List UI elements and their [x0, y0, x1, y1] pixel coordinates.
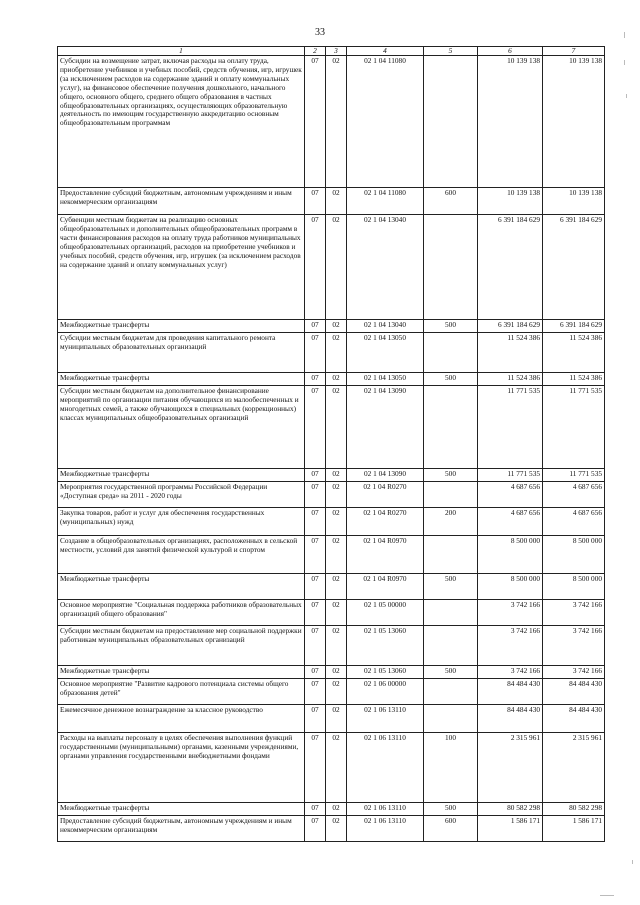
scan-mark: [632, 860, 633, 864]
table-row: [58, 215, 605, 320]
amount-total: 8 500 000: [543, 536, 605, 574]
expense-name: Межбюджетные трансферты: [58, 803, 305, 816]
amount-total: 80 582 298: [543, 803, 605, 816]
table-row: [58, 508, 605, 536]
expense-name: Субсидии на возмещение затрат, включая расходы на оплату труда, приобретение учебников и учебных пособий, средств обучения, игр, игрушек (за исключением расходов на содержание зданий и оплату коммунальных услуг), на финансовое обеспечение получения дошкольного, начального общего, основного общего, среднего общего образования в частных общеобразовательных организациях, осуществляющих образовательную деятельность по имеющим государственную аккредитацию основным общеобразовательным программам: [58, 56, 305, 188]
expense-name: Ежемесячное денежное вознаграждение за классное руководство: [58, 705, 305, 733]
section-code: 07: [305, 666, 326, 679]
amount-total: 11 771 535: [543, 469, 605, 482]
target-article-code: 02 1 05 00000: [347, 600, 424, 626]
amount-approved: 10 139 138: [478, 56, 543, 188]
table-row: [58, 536, 605, 574]
amount-approved: 4 687 656: [478, 482, 543, 508]
expense-name: Субсидии местным бюджетам на дополнительное финансирование мероприятий по организации питания обучающихся из малообеспеченных и многодетных семей, а также обучающихся в специальных (коррекционных) классах муниципальных общеобразовательных организаций: [58, 386, 305, 469]
amount-total: 10 139 138: [543, 56, 605, 188]
expense-type-code: [424, 333, 478, 373]
scan-mark: [624, 60, 625, 65]
amount-approved: 10 139 138: [478, 188, 543, 215]
table-row: [58, 482, 605, 508]
amount-approved: 6 391 184 629: [478, 215, 543, 320]
amount-total: 10 139 138: [543, 188, 605, 215]
amount-total: 1 586 171: [543, 816, 605, 842]
column-header: 6: [478, 47, 543, 56]
amount-approved: 11 771 535: [478, 386, 543, 469]
amount-total: 6 391 184 629: [543, 320, 605, 333]
amount-approved: 2 315 961: [478, 733, 543, 803]
amount-approved: 84 484 430: [478, 679, 543, 705]
table-row: [58, 626, 605, 666]
amount-total: 4 687 656: [543, 508, 605, 536]
target-article-code: 02 1 04 13050: [347, 373, 424, 386]
subsection-code: 02: [326, 574, 347, 600]
amount-approved: 3 742 166: [478, 626, 543, 666]
subsection-code: 02: [326, 816, 347, 842]
target-article-code: 02 1 06 13110: [347, 705, 424, 733]
subsection-code: 02: [326, 333, 347, 373]
expense-type-code: [424, 56, 478, 188]
amount-approved: 11 524 386: [478, 373, 543, 386]
expense-type-code: [424, 600, 478, 626]
amount-total: 6 391 184 629: [543, 215, 605, 320]
expense-name: Субсидии местным бюджетам для проведения капитального ремонта муниципальных образовательных организаций: [58, 333, 305, 373]
subsection-code: 02: [326, 600, 347, 626]
target-article-code: 02 1 05 13060: [347, 666, 424, 679]
target-article-code: 02 1 04 R0270: [347, 482, 424, 508]
target-article-code: 02 1 04 11080: [347, 188, 424, 215]
expense-name: Субсидии местным бюджетам на предоставление мер социальной поддержки работникам муниципальных образовательных организаций: [58, 626, 305, 666]
column-header: 7: [543, 47, 605, 56]
amount-total: 11 524 386: [543, 373, 605, 386]
target-article-code: 02 1 06 00000: [347, 679, 424, 705]
amount-approved: 11 771 535: [478, 469, 543, 482]
expense-type-code: [424, 386, 478, 469]
section-code: 07: [305, 679, 326, 705]
subsection-code: 02: [326, 626, 347, 666]
subsection-code: 02: [326, 56, 347, 188]
section-code: 07: [305, 56, 326, 188]
section-code: 07: [305, 320, 326, 333]
table-row: [58, 679, 605, 705]
target-article-code: 02 1 04 13090: [347, 469, 424, 482]
amount-approved: 8 500 000: [478, 536, 543, 574]
section-code: 07: [305, 508, 326, 536]
subsection-code: 02: [326, 666, 347, 679]
expense-name: Создание в общеобразовательных организациях, расположенных в сельской местности, условий для занятий физической культурой и спортом: [58, 536, 305, 574]
scan-mark: [600, 895, 614, 896]
amount-total: 8 500 000: [543, 574, 605, 600]
expense-type-code: 500: [424, 469, 478, 482]
column-header: 2: [305, 47, 326, 56]
table-row: [58, 733, 605, 803]
amount-approved: 1 586 171: [478, 816, 543, 842]
expense-name: Межбюджетные трансферты: [58, 469, 305, 482]
expense-type-code: [424, 482, 478, 508]
expense-name: Предоставление субсидий бюджетным, автономным учреждениям и иным некоммерческим организациям: [58, 188, 305, 215]
expense-name: Межбюджетные трансферты: [58, 373, 305, 386]
table-row: [58, 56, 605, 188]
table-row: [58, 333, 605, 373]
expense-type-code: 600: [424, 816, 478, 842]
section-code: 07: [305, 215, 326, 320]
table-row: [58, 803, 605, 816]
target-article-code: 02 1 06 13110: [347, 803, 424, 816]
amount-approved: 3 742 166: [478, 600, 543, 626]
target-article-code: 02 1 05 13060: [347, 626, 424, 666]
section-code: 07: [305, 803, 326, 816]
expense-name: Межбюджетные трансферты: [58, 666, 305, 679]
section-code: 07: [305, 574, 326, 600]
target-article-code: 02 1 06 13110: [347, 816, 424, 842]
expense-type-code: 200: [424, 508, 478, 536]
target-article-code: 02 1 04 13040: [347, 320, 424, 333]
table-row: [58, 386, 605, 469]
target-article-code: 02 1 04 13090: [347, 386, 424, 469]
subsection-code: 02: [326, 188, 347, 215]
expense-name: Межбюджетные трансферты: [58, 574, 305, 600]
target-article-code: 02 1 04 13040: [347, 215, 424, 320]
subsection-code: 02: [326, 482, 347, 508]
subsection-code: 02: [326, 536, 347, 574]
column-header: 3: [326, 47, 347, 56]
section-code: 07: [305, 705, 326, 733]
table-row: [58, 188, 605, 215]
section-code: 07: [305, 373, 326, 386]
amount-approved: 4 687 656: [478, 508, 543, 536]
section-code: 07: [305, 482, 326, 508]
expense-name: Межбюджетные трансферты: [58, 320, 305, 333]
expense-type-code: 500: [424, 574, 478, 600]
amount-total: 3 742 166: [543, 666, 605, 679]
target-article-code: 02 1 04 11080: [347, 56, 424, 188]
table-row: [58, 666, 605, 679]
page-number: 33: [315, 27, 325, 38]
budget-table: [57, 46, 605, 842]
subsection-code: 02: [326, 803, 347, 816]
amount-total: 4 687 656: [543, 482, 605, 508]
section-code: 07: [305, 600, 326, 626]
expense-name: Основное мероприятие "Развитие кадрового потенциала системы общего образования детей": [58, 679, 305, 705]
subsection-code: 02: [326, 733, 347, 803]
column-header: 5: [424, 47, 478, 56]
expense-type-code: 500: [424, 666, 478, 679]
target-article-code: 02 1 04 13050: [347, 333, 424, 373]
scan-mark: [624, 32, 625, 38]
section-code: 07: [305, 469, 326, 482]
amount-approved: 11 524 386: [478, 333, 543, 373]
section-code: 07: [305, 188, 326, 215]
table-row: [58, 816, 605, 842]
subsection-code: 02: [326, 469, 347, 482]
amount-approved: 3 742 166: [478, 666, 543, 679]
section-code: 07: [305, 536, 326, 574]
subsection-code: 02: [326, 386, 347, 469]
amount-total: 3 742 166: [543, 600, 605, 626]
expense-type-code: 500: [424, 373, 478, 386]
amount-approved: 8 500 000: [478, 574, 543, 600]
expense-type-code: 500: [424, 803, 478, 816]
subsection-code: 02: [326, 705, 347, 733]
subsection-code: 02: [326, 508, 347, 536]
target-article-code: 02 1 04 R0970: [347, 536, 424, 574]
target-article-code: 02 1 06 13110: [347, 733, 424, 803]
section-code: 07: [305, 816, 326, 842]
table-row: [58, 469, 605, 482]
amount-total: 11 771 535: [543, 386, 605, 469]
amount-approved: 84 484 430: [478, 705, 543, 733]
section-code: 07: [305, 626, 326, 666]
expense-name: Закупка товаров, работ и услуг для обеспечения государственных (муниципальных) нужд: [58, 508, 305, 536]
expense-type-code: [424, 215, 478, 320]
target-article-code: 02 1 04 R0970: [347, 574, 424, 600]
scan-mark: [626, 94, 627, 98]
target-article-code: 02 1 04 R0270: [347, 508, 424, 536]
subsection-code: 02: [326, 679, 347, 705]
section-code: 07: [305, 733, 326, 803]
amount-total: 84 484 430: [543, 679, 605, 705]
section-code: 07: [305, 386, 326, 469]
amount-total: 11 524 386: [543, 333, 605, 373]
column-header: 1: [58, 47, 305, 56]
expense-type-code: [424, 679, 478, 705]
column-header: 4: [347, 47, 424, 56]
expense-name: Субвенции местным бюджетам на реализацию основных общеобразовательных и дополнительных общеобразовательных программ в части финансирования расходов на оплату труда работников муниципальных общеобразовательных организаций, расходов на приобретение учебников и учебных пособий, средств обучения, игр, игрушек (за исключением расходов на содержание зданий и оплату коммунальных услуг): [58, 215, 305, 320]
expense-name: Мероприятия государственной программы Российской Федерации «Доступная среда» на 2011 - 2020 годы: [58, 482, 305, 508]
amount-total: 2 315 961: [543, 733, 605, 803]
expense-type-code: 100: [424, 733, 478, 803]
expense-name: Расходы на выплаты персоналу в целях обеспечения выполнения функций государственными (муниципальными) органами, казенными учреждениями, органами управления государственными внебюджетными фондами: [58, 733, 305, 803]
column-number-row: [58, 47, 605, 56]
expense-name: Основное мероприятие "Социальная поддержка работников образовательных организаций общего образования": [58, 600, 305, 626]
section-code: 07: [305, 333, 326, 373]
subsection-code: 02: [326, 215, 347, 320]
subsection-code: 02: [326, 373, 347, 386]
expense-type-code: [424, 536, 478, 574]
amount-approved: 80 582 298: [478, 803, 543, 816]
table-row: [58, 600, 605, 626]
subsection-code: 02: [326, 320, 347, 333]
amount-total: 3 742 166: [543, 626, 605, 666]
table-row: [58, 320, 605, 333]
table-row: [58, 705, 605, 733]
amount-total: 84 484 430: [543, 705, 605, 733]
expense-type-code: [424, 705, 478, 733]
expense-type-code: 500: [424, 320, 478, 333]
table-row: [58, 373, 605, 386]
table-row: [58, 574, 605, 600]
amount-approved: 6 391 184 629: [478, 320, 543, 333]
expense-type-code: [424, 626, 478, 666]
expense-type-code: 600: [424, 188, 478, 215]
expense-name: Предоставление субсидий бюджетным, автономным учреждениям и иным некоммерческим организациям: [58, 816, 305, 842]
